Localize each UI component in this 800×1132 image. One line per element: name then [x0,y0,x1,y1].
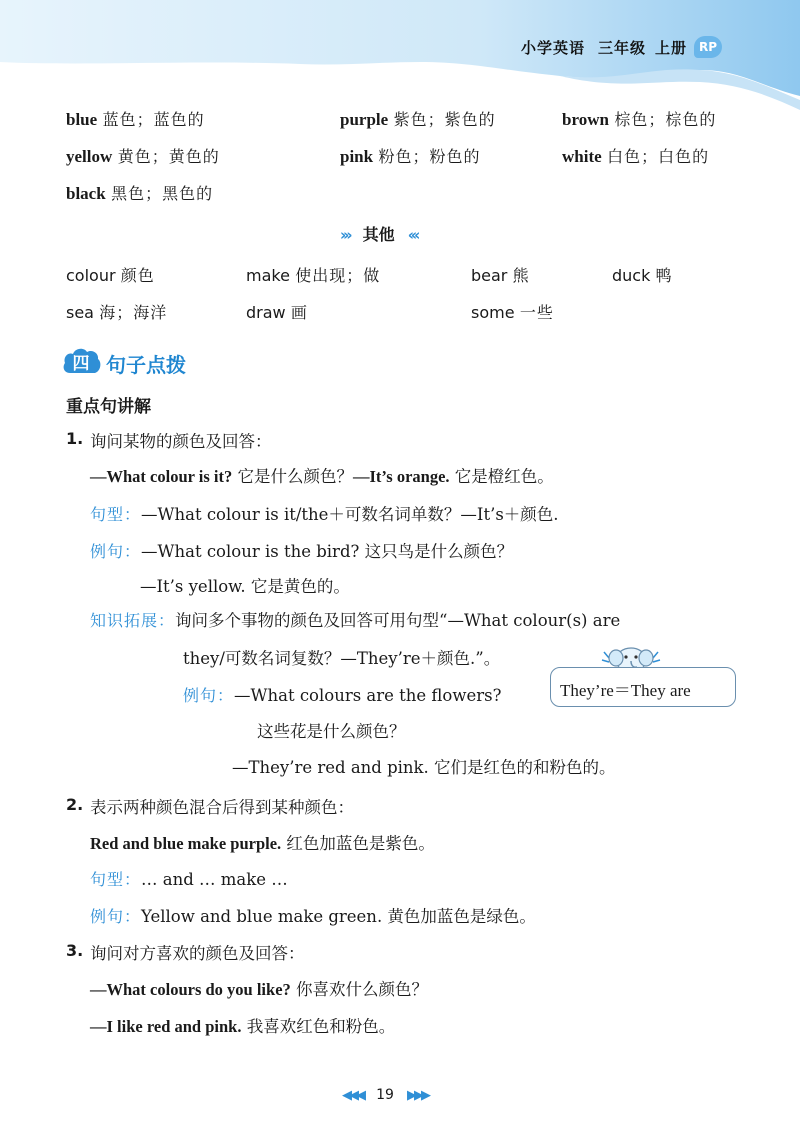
page-number: 19 [376,1087,394,1103]
vocab-item: purple 紫色；紫色的 [340,110,496,129]
vocab-item: make 使出现；做 [246,266,381,285]
triangle-right-icon: ▶▶▶ [407,1088,429,1103]
header-subject: 小学英语 [521,39,586,57]
cloud-badge-icon [62,345,102,377]
extension-row: they/可数名词复数？—They’re＋颜色.”。 [183,649,501,668]
vocab-item: draw 画 [246,303,308,322]
vocab-item: colour 颜色 [66,266,155,285]
vocab-item: brown 棕色；棕色的 [562,110,717,129]
note-text: They’re＝They are [560,681,691,700]
extension-row: 知识拓展：询问多个事物的颜色及回答可用句型“—What colour(s) are [90,611,621,630]
vocab-item: pink 粉色；粉色的 [340,147,481,166]
chevron-left-icon: ‹‹‹ [407,226,418,244]
section-title: 句子点拨 [106,353,186,377]
extension-example-row: 这些花是什么颜色？ [257,722,406,741]
header-volume: 上册 [655,39,688,57]
point-main-sentence: —What colour is it? 它是什么颜色？—It’s orange. 它是橙红色。 [90,467,554,486]
extension-example-row: 例句：—What colours are the flowers? [183,686,502,705]
extension-example-row: —They’re red and pink. 它们是红色的和粉色的。 [232,758,616,777]
others-heading: ››› 其他 ‹‹‹ [340,225,418,244]
vocab-item: some 一些 [471,303,554,322]
point-title: 询问对方喜欢的颜色及回答： [90,944,305,963]
example-row: 例句：—What colour is the bird? 这只鸟是什么颜色？ [90,542,514,561]
header-badge: RP [694,36,722,58]
chevron-right-icon: ››› [340,226,350,244]
pattern-row: 句型：—What colour is it/the＋可数名词单数？—It’s＋颜色. [90,505,559,524]
pattern-row: 句型：… and … make … [90,870,288,889]
vocab-item: white 白色；白色的 [562,147,710,166]
vocab-item: black 黑色；黑色的 [66,184,214,203]
example-row: 例句：Yellow and blue make green. 黄色加蓝色是绿色。 [90,907,536,926]
vocab-item: blue 蓝色；蓝色的 [66,110,205,129]
point-main-sentence: Red and blue make purple. 红色加蓝色是紫色。 [90,834,435,853]
vocab-item: duck 鸭 [612,266,673,285]
subheading: 重点句讲解 [66,397,151,417]
section-badge-text: 四 [72,354,90,374]
example-row: —It’s yellow. 它是黄色的。 [140,577,350,596]
vocab-item: sea 海；海洋 [66,303,168,322]
point-title: 表示两种颜色混合后得到某种颜色： [90,798,354,817]
vocab-item: bear 熊 [471,266,530,285]
point-main-sentence: —What colours do you like? 你喜欢什么颜色？ [90,980,429,999]
point-number: 3. [66,941,84,960]
point-main-sentence: —I like red and pink. 我喜欢红色和粉色。 [90,1017,396,1036]
page-footer [342,1084,428,1103]
header-grade: 三年级 [598,39,647,57]
triangle-left-icon: ◀◀◀ [342,1088,363,1103]
vocab-item: yellow 黄色；黄色的 [66,147,220,166]
point-title: 询问某物的颜色及回答： [90,432,272,451]
point-number: 1. [66,429,84,448]
point-number: 2. [66,795,84,814]
